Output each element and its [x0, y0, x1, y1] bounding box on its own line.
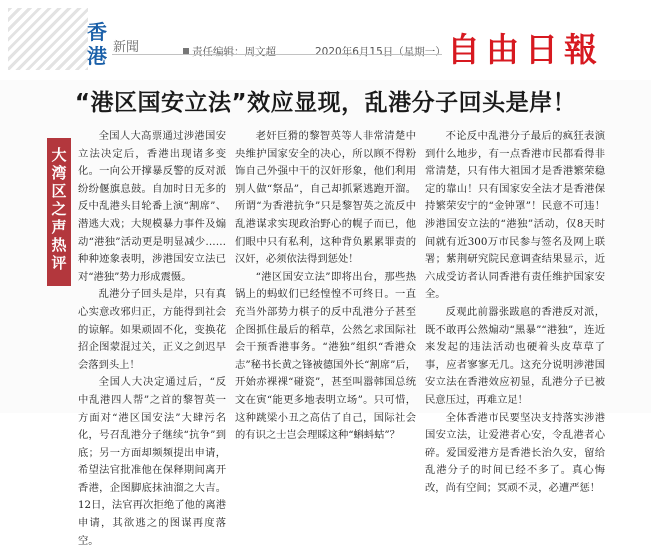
issue-date: 2020年6月15日（星期一） [315, 46, 446, 58]
decorative-stripes [8, 8, 88, 70]
editor-credit [183, 44, 276, 59]
paragraph: “港区国安立法”即将出台，那些热锅上的蚂蚁们已经惶惶不可终日。一直充当外部势力棋子的反中乱港分子甚至企图抓住最后的稻草，公然乞求国际社会干预香港事务。“港独”组织“香港众志”秘书长黄之锋被德国外长“割席”后，开始赤裸裸“碰瓷”，甚至叫嚣韩国总统文在寅“能更多地表明立场”。只可惜，这种跳梁小丑之高估了自己，国际社会的有识之士岂会理睬这种“蝌蚪蛄”？ [235, 270, 416, 442]
paragraph: 反观此前嚣张跋扈的香港反对派，既不敢再公然煽动“黑暴”“港独”，连近来发起的违法活动也硬着头皮草草了事，应者寥寥无几。这充分说明涉港国安立法在香港效应初显，乱港分子已被民意压过，再难立足！ [425, 305, 605, 406]
paragraph: 乱港分子回头是岸，只有真心实意改邪归正，方能得到社会的谅解。如果顽固不化，变换花招企图蒙混过关，正义之剑迟早会落到头上！ [78, 288, 226, 371]
paragraph: 老奸巨猾的黎智英等人非常清楚中央维护国家安全的决心，所以顾不得粉饰自己外强中干的汉奸形象，他们利用别人做“祭品”，自己却抓紧逃跑开溜。所谓“为香港抗争”只是黎智英之流反中乱港谋求实现政治野心的幌子而已，他们眼中只有私利，这种背负累累罪责的汉奸，必须依法得到惩处！ [235, 130, 416, 266]
headline: “港区国安立法”效应显现，乱港分子回头是岸！ [74, 90, 577, 116]
paragraph: 全国人大决定通过后，“反中乱港四人帮”之首的黎智英一方面对“港区国安法”大肆污名化，号召乱港分子继续“抗争”到底；另一方面却频频提出申请，希望法官批准他在保释期间离开香港，企图脚底抹油溜之大吉。12日，法官再次拒绝了他的离港申请，其欲逃之的图谋再度落空。 [78, 376, 226, 547]
section-name: 香港 [87, 20, 107, 68]
article-column-2 [235, 128, 416, 442]
paragraph: 全体香港市民要坚决支持落实涉港国安立法，让爱港者心安，令乱港者心碎。爱国爱港方是香港长治久安，留给乱港分子的时间已经不多了。真心悔改，尚有空间；冥顽不灵，必遭严惩！ [425, 411, 605, 494]
header-rule [112, 54, 442, 55]
paragraph: 全国人大高票通过涉港国安立法决定后，香港出现诸多变化。一向公开撑暴反警的反对派纷纷偃旗息鼓。自加时日无多的反中乱港头目轮番上演“割席”、潜逃大戏；大规模暴力事件及煽动“港独”活动更是明显减少……种种迹象表明，涉港国安立法已对“港独”势力形成震慑。 [78, 130, 226, 283]
masthead-logo: 自由日報 [447, 30, 603, 69]
column-label [47, 138, 71, 286]
paragraph: 不论反中乱港分子最后的疯狂表演到什么地步，有一点香港市民都看得非常清楚，只有伟大祖国才是香港繁荣稳定的靠山！只有国家安全法才是香港保持繁荣安宁的“金钟罩”！民意不可违！涉港国安立法的“港独”活动，仅8天时间就有近300万市民参与签名及网上联署；紫荆研究院民意调查结果显示，近六成受访者认同香港有责任维护国家安全。 [425, 130, 605, 301]
column-label-text: 大湾区之声热评 [51, 146, 67, 272]
section-subtitle: 新聞 [113, 40, 140, 55]
article-column-3 [425, 128, 605, 494]
page-header [0, 0, 651, 80]
editor-text: 责任编辑：周文超 [192, 46, 276, 58]
article-column-1 [78, 128, 226, 547]
